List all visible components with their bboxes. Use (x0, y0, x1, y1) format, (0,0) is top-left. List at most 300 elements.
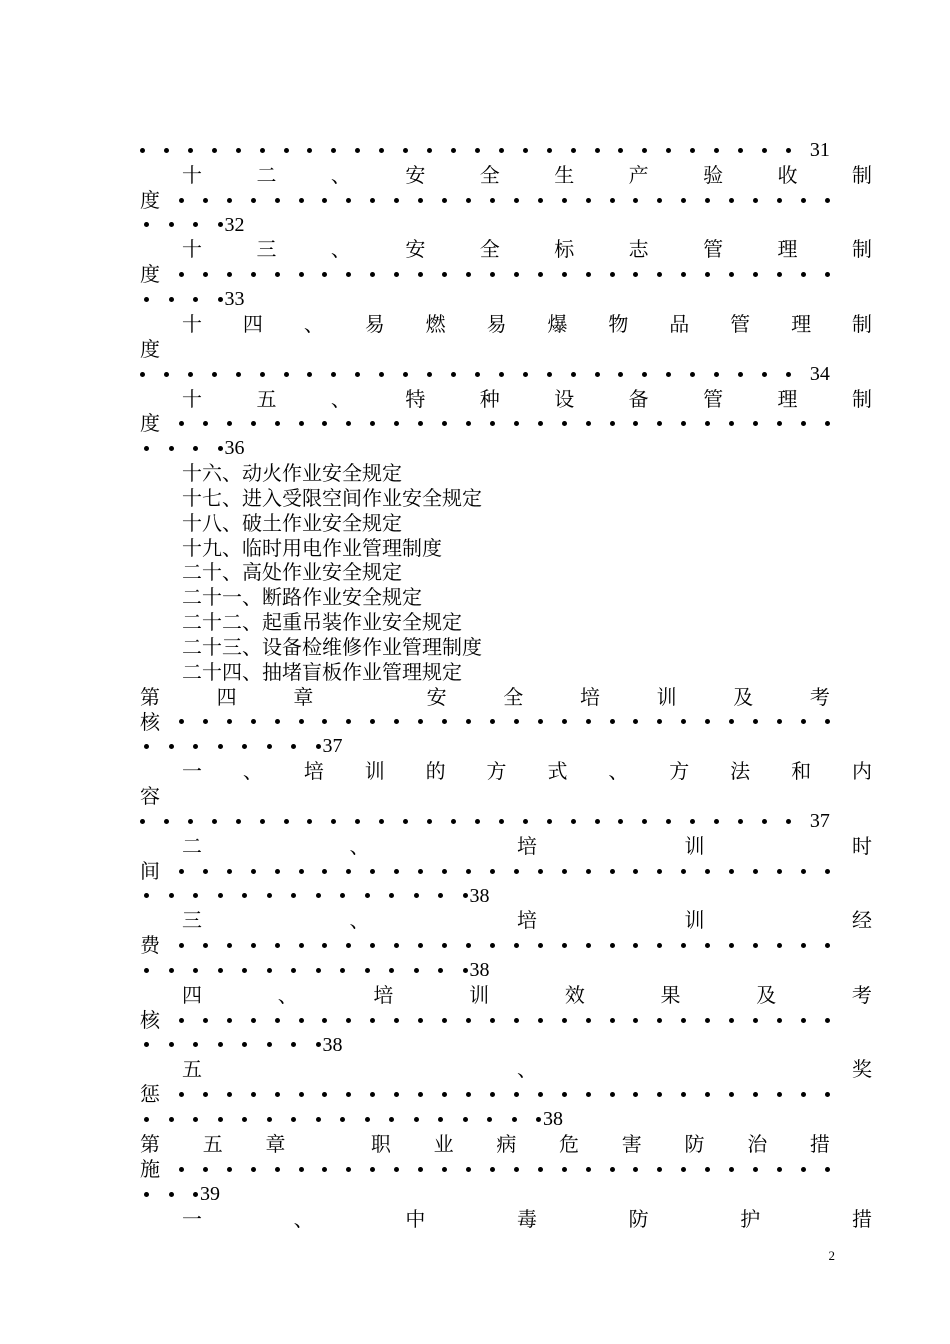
leader-dot (307, 819, 312, 824)
leader-dot (562, 421, 567, 426)
leader-dot (618, 148, 623, 153)
toc-char: 方 (669, 759, 690, 784)
toc-char: 一 (182, 759, 202, 784)
leader-dot (825, 869, 830, 874)
leader-dot (499, 148, 504, 153)
leader-dot (242, 968, 247, 973)
leader-dot (193, 222, 198, 227)
leader-dot (389, 893, 394, 898)
leader-dot (346, 869, 351, 874)
leader-dot (218, 446, 223, 451)
toc-text: 间 (140, 858, 160, 883)
leader-dot (389, 968, 394, 973)
leader-dot (236, 148, 241, 153)
leader-dot (681, 1167, 686, 1172)
leader-dot (571, 148, 576, 153)
toc-line (140, 312, 872, 337)
toc-char: 四 (182, 982, 202, 1007)
toc-page-number: 39 (200, 1182, 220, 1205)
toc-char: 培 (373, 982, 394, 1007)
leader-dot (490, 421, 495, 426)
leader-dot (242, 744, 247, 749)
toc-text: 二十三、设备检维修作业管理制度 (182, 635, 482, 659)
leader-dot (227, 719, 232, 724)
leader-dot (729, 421, 734, 426)
leader-dot (562, 1092, 567, 1097)
toc-line (140, 1057, 872, 1082)
leader-dot (291, 893, 296, 898)
leader-dot (260, 148, 265, 153)
leader-dot (642, 148, 647, 153)
toc-char: 、 (303, 311, 324, 336)
leader-dot (346, 421, 351, 426)
toc-char: 全 (479, 237, 500, 262)
leader-dot (291, 968, 296, 973)
toc-char: 、 (242, 759, 263, 784)
leader-dot (633, 869, 638, 874)
leader-dot (188, 372, 193, 377)
leader-dot (227, 869, 232, 874)
leader-dot (414, 968, 419, 973)
leader-dot (642, 819, 647, 824)
leader-dot (762, 372, 767, 377)
leader-dot (657, 1092, 662, 1097)
leader-dot (394, 719, 399, 724)
toc-char: 特 (405, 386, 426, 411)
leader-dot (801, 421, 806, 426)
toc-text: 二十一、断路作业安全规定 (182, 585, 422, 610)
leader-dot (203, 1018, 208, 1023)
leader-dot (346, 272, 351, 277)
leader-dot (331, 148, 336, 153)
leader-dot (370, 869, 375, 874)
leader-dot (610, 1167, 615, 1172)
leader-dot (657, 869, 662, 874)
leader-dot (442, 1092, 447, 1097)
toc-page-number: 37 (322, 735, 343, 758)
toc-line (140, 536, 872, 561)
leader-dot (610, 943, 615, 948)
leader-dot (418, 421, 423, 426)
leader-dot (633, 272, 638, 277)
leader-dot (595, 819, 600, 824)
leader-dot (299, 943, 304, 948)
leader-dot (370, 198, 375, 203)
leader-dot (438, 1117, 443, 1122)
leader-dot (786, 372, 791, 377)
leader-dot (291, 744, 296, 749)
leader-dot (586, 1092, 591, 1097)
leader-dot (705, 943, 710, 948)
leader-dot (370, 272, 375, 277)
toc-text: 费 (140, 933, 160, 958)
leader-dot (801, 943, 806, 948)
toc-text: 核 (140, 1007, 160, 1032)
toc-char: 考 (809, 684, 830, 709)
toc-char: 、 (349, 908, 370, 933)
leader-dot (251, 869, 256, 874)
leader-dot (466, 1018, 471, 1023)
leader-dot (242, 1117, 247, 1122)
leader-dot (188, 148, 193, 153)
leader-dot (777, 869, 782, 874)
leader-dot (642, 372, 647, 377)
toc-char: 爆 (547, 311, 568, 336)
toc-char: 管 (703, 237, 724, 262)
leader-dot (801, 1018, 806, 1023)
toc-char: 培 (303, 759, 324, 784)
toc-char: 五 (256, 386, 277, 411)
toc-text: 度 (140, 187, 160, 212)
leader-dot (451, 372, 456, 377)
leader-dot (442, 719, 447, 724)
toc-text: 度 (140, 411, 160, 436)
leader-dot (403, 819, 408, 824)
leader-dot (370, 719, 375, 724)
toc-page-number: 33 (224, 288, 245, 311)
toc-char: 培 (579, 684, 600, 709)
leader-dot (490, 272, 495, 277)
leader-dot (490, 719, 495, 724)
leader-dot (490, 198, 495, 203)
toc-line (140, 436, 830, 461)
toc-char: 制 (851, 162, 872, 187)
leader-dot (438, 968, 443, 973)
leader-dot (825, 272, 830, 277)
toc-line (140, 1132, 830, 1157)
leader-dot (777, 943, 782, 948)
leader-dot (144, 744, 149, 749)
leader-dot (316, 1042, 321, 1047)
leader-dot (346, 1167, 351, 1172)
leader-dot (451, 819, 456, 824)
leader-dot (618, 372, 623, 377)
leader-dot (179, 869, 184, 874)
toc-char: 、 (330, 386, 351, 411)
leader-dot (169, 1117, 174, 1122)
leader-dot (825, 421, 830, 426)
leader-dot (403, 372, 408, 377)
leader-dot (144, 968, 149, 973)
toc-char: 病 (496, 1132, 517, 1156)
leader-dot (322, 943, 327, 948)
leader-dot (657, 1167, 662, 1172)
leader-dot (144, 297, 149, 302)
leader-dot (322, 272, 327, 277)
leader-dot (267, 1117, 272, 1122)
leader-dot (275, 272, 280, 277)
toc-line (140, 1157, 830, 1182)
leader-dot (418, 1018, 423, 1023)
leader-dot (729, 1092, 734, 1097)
leader-dot (586, 719, 591, 724)
leader-dot (218, 1117, 223, 1122)
toc-char: 安 (405, 162, 426, 187)
toc-char: 、 (293, 1206, 314, 1231)
leader-dot (463, 1117, 468, 1122)
leader-dot (705, 1092, 710, 1097)
leader-dot (291, 1117, 296, 1122)
leader-dot (379, 372, 384, 377)
leader-dot (284, 148, 289, 153)
toc-line (140, 1182, 830, 1207)
leader-dot (562, 1018, 567, 1023)
toc-char: 危 (559, 1132, 580, 1156)
leader-dot (777, 1018, 782, 1023)
toc-char: 生 (554, 162, 575, 187)
toc-char: 、 (608, 759, 629, 784)
leader-dot (657, 719, 662, 724)
toc-line (140, 585, 872, 610)
leader-dot (307, 148, 312, 153)
toc-text: 度 (140, 262, 160, 287)
leader-dot (777, 1092, 782, 1097)
toc-char: 护 (740, 1206, 761, 1231)
leader-dot (487, 1117, 492, 1122)
leader-dot (394, 1092, 399, 1097)
toc-page-number: 31 (809, 139, 830, 161)
toc-char: 毒 (516, 1206, 537, 1231)
toc-page-number: 38 (469, 884, 490, 907)
leader-dot (753, 1092, 758, 1097)
leader-dot (666, 819, 671, 824)
leader-dot (307, 372, 312, 377)
leader-dot (466, 1092, 471, 1097)
toc-char: 四 (216, 684, 237, 709)
leader-dot (267, 1042, 272, 1047)
leader-dot (370, 1092, 375, 1097)
toc-char: 措 (809, 1132, 830, 1156)
toc-line (140, 710, 830, 735)
leader-dot (690, 372, 695, 377)
leader-dot (227, 1092, 232, 1097)
leader-dot (466, 943, 471, 948)
leader-dot (514, 719, 519, 724)
leader-dot (193, 744, 198, 749)
leader-dot (801, 1167, 806, 1172)
leader-dot (657, 943, 662, 948)
toc-line (140, 188, 830, 213)
leader-dot (538, 198, 543, 203)
leader-dot (586, 1167, 591, 1172)
toc-text: 惩 (140, 1082, 160, 1107)
leader-dot (547, 372, 552, 377)
leader-dot (275, 869, 280, 874)
leader-dot (275, 421, 280, 426)
leader-dot (633, 198, 638, 203)
leader-dot (571, 819, 576, 824)
leader-dot (466, 421, 471, 426)
leader-dot (738, 148, 743, 153)
leader-dot (633, 1018, 638, 1023)
leader-dot (786, 148, 791, 153)
leader-dot (355, 148, 360, 153)
toc-char: 职 (370, 1132, 391, 1156)
leader-dot (681, 272, 686, 277)
toc-line (140, 287, 830, 312)
leader-dot (729, 272, 734, 277)
leader-dot (538, 1018, 543, 1023)
leader-dot (242, 1042, 247, 1047)
leader-dot (657, 1018, 662, 1023)
toc-line (140, 834, 872, 859)
leader-dot (633, 421, 638, 426)
leader-dot (389, 1117, 394, 1122)
leader-dot (299, 272, 304, 277)
leader-dot (316, 1117, 321, 1122)
leader-dot (227, 421, 232, 426)
leader-dot (227, 1167, 232, 1172)
toc-char: 安 (426, 684, 447, 709)
leader-dot (169, 297, 174, 302)
leader-dot (657, 198, 662, 203)
toc-page-number: 34 (809, 362, 830, 385)
leader-dot (610, 421, 615, 426)
leader-dot (442, 1167, 447, 1172)
leader-dot (610, 869, 615, 874)
leader-dot (203, 1167, 208, 1172)
leader-dot (251, 1092, 256, 1097)
toc-char: 措 (851, 1206, 872, 1231)
leader-dot (267, 744, 272, 749)
toc-char: 设 (554, 386, 575, 411)
leader-dot (729, 869, 734, 874)
toc-char: 十 (182, 237, 202, 262)
toc-char: 三 (182, 908, 202, 933)
leader-dot (586, 943, 591, 948)
leader-dot (227, 943, 232, 948)
leader-dot (169, 968, 174, 973)
toc-page-number: 38 (543, 1108, 563, 1131)
leader-dot (322, 1092, 327, 1097)
toc-char: 奖 (852, 1057, 872, 1082)
toc-char: 制 (851, 237, 872, 262)
leader-dot (212, 819, 217, 824)
leader-dot (825, 1167, 830, 1172)
leader-dot (179, 1167, 184, 1172)
leader-dot (562, 719, 567, 724)
leader-dot (188, 819, 193, 824)
leader-dot (753, 719, 758, 724)
leader-dot (140, 372, 145, 377)
leader-dot (179, 272, 184, 277)
toc-line (140, 660, 872, 685)
leader-dot (438, 893, 443, 898)
leader-dot (179, 719, 184, 724)
leader-dot (164, 819, 169, 824)
toc-char: 四 (242, 311, 263, 336)
leader-dot (322, 198, 327, 203)
leader-dot (514, 1092, 519, 1097)
toc-char: 治 (747, 1132, 768, 1156)
toc-char: 训 (684, 833, 705, 858)
leader-dot (825, 1092, 830, 1097)
leader-dot (227, 198, 232, 203)
leader-dot (169, 744, 174, 749)
leader-dot (705, 1018, 710, 1023)
leader-dot (203, 1092, 208, 1097)
toc-char: 业 (433, 1132, 454, 1156)
leader-dot (466, 719, 471, 724)
leader-dot (299, 719, 304, 724)
toc-char: 害 (621, 1132, 642, 1156)
leader-dot (705, 869, 710, 874)
toc-char: 十 (182, 162, 202, 187)
leader-dot (666, 372, 671, 377)
leader-dot (203, 943, 208, 948)
toc-text: 二十四、抽堵盲板作业管理规定 (182, 659, 462, 684)
leader-dot (490, 1167, 495, 1172)
leader-dot (562, 869, 567, 874)
leader-dot (475, 372, 480, 377)
leader-dot (633, 719, 638, 724)
toc-char: 理 (777, 237, 798, 262)
toc-text: 十六、动火作业安全规定 (182, 461, 402, 486)
leader-dot (193, 297, 198, 302)
leader-dot (777, 719, 782, 724)
leader-dot (690, 148, 695, 153)
toc-char: 果 (660, 982, 681, 1007)
toc-char: 第 (140, 684, 160, 709)
toc-line (140, 734, 830, 759)
leader-dot (562, 1167, 567, 1172)
leader-dot (394, 1167, 399, 1172)
toc-char: 二 (182, 833, 202, 858)
leader-dot (193, 446, 198, 451)
leader-dot (236, 372, 241, 377)
toc-char: 燃 (425, 311, 446, 336)
toc-char: 培 (517, 908, 537, 933)
leader-dot (179, 1018, 184, 1023)
leader-dot (514, 272, 519, 277)
toc-char: 二 (256, 162, 277, 187)
leader-dot (705, 198, 710, 203)
leader-dot (322, 719, 327, 724)
leader-dot (753, 421, 758, 426)
leader-dot (657, 272, 662, 277)
leader-dot (212, 372, 217, 377)
leader-dot (705, 719, 710, 724)
leader-dot (442, 421, 447, 426)
leader-dot (179, 1092, 184, 1097)
leader-dot (562, 943, 567, 948)
toc-char: 理 (777, 386, 798, 411)
leader-dot (218, 297, 223, 302)
leader-dot (193, 1117, 198, 1122)
leader-dot (236, 819, 241, 824)
toc-line (140, 983, 872, 1008)
leader-dot (475, 148, 480, 153)
leader-dot (729, 1167, 734, 1172)
leader-dot (633, 1167, 638, 1172)
toc-char: 中 (405, 1206, 426, 1231)
leader-dot (251, 421, 256, 426)
leader-dot (169, 222, 174, 227)
leader-dot (275, 1167, 280, 1172)
leader-dot (144, 1192, 149, 1197)
toc-line (140, 262, 830, 287)
toc-line (140, 1008, 830, 1033)
leader-dot (418, 869, 423, 874)
toc-char: 全 (479, 162, 500, 187)
leader-dot (633, 943, 638, 948)
leader-dot (218, 968, 223, 973)
leader-dot (331, 819, 336, 824)
leader-dot (370, 421, 375, 426)
toc-text: 度 (140, 336, 160, 361)
leader-dot (536, 1117, 541, 1122)
leader-dot (144, 222, 149, 227)
